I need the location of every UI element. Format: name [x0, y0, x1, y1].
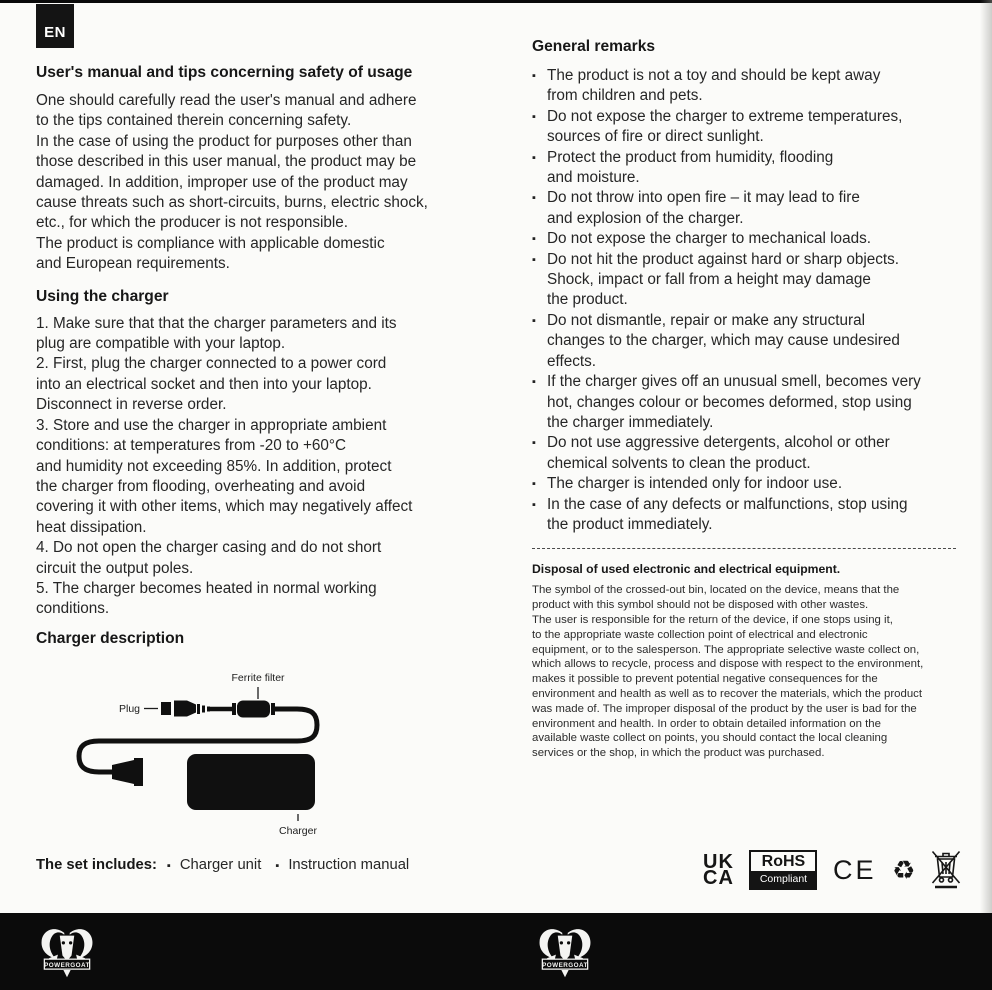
general-remark-text: In the case of any defects or malfunctions, stop using the product immediately.: [547, 495, 908, 533]
general-remark-item: [532, 250, 962, 311]
general-remark-text: Do not dismantle, repair or make any structural changes to the charger, which may cause undesired effects.: [547, 311, 900, 370]
ce-mark: CE: [833, 854, 877, 885]
charger-label: Charger: [279, 824, 317, 837]
general-remark-item: [532, 107, 962, 148]
set-includes-label: The set includes:: [36, 857, 157, 873]
bullet-icon: ▪: [532, 151, 536, 164]
right-column: [532, 38, 962, 761]
charger-diagram: [50, 656, 470, 851]
powergoat-wordmark: POWERGOAT: [44, 961, 90, 969]
bullet-icon: ▪: [532, 253, 536, 266]
bullet-icon: ▪: [532, 110, 536, 123]
ukca-bottom-text: CA: [703, 867, 734, 889]
dc-connector-icon: [112, 758, 143, 786]
charger-brick-icon: [187, 754, 315, 810]
language-badge: EN: [36, 4, 74, 48]
set-includes-items: [167, 857, 409, 873]
set-includes-item-label: Instruction manual: [288, 857, 410, 873]
left-column: [36, 64, 500, 851]
ukca-mark: [703, 851, 734, 889]
general-remark-text: Do not hit the product against hard or sharp objects. Shock, impact or fall from a height may damage the product.: [547, 250, 900, 309]
general-remark-text: Do not expose the charger to mechanical loads.: [547, 230, 871, 248]
plug-icon: [161, 700, 210, 716]
bullet-icon: ▪: [275, 860, 280, 872]
disposal-paragraph: The symbol of the crossed-out bin, located on the device, means that the product with this symbol should not be disposed with other wastes. The user is responsible for the return of the device, if one stops using it, to the appropriate waste collection point of electrical and electronic equipment, or to the salesperson. The appropriate selective waste collect on, which allows to recycle, process and dispose with respect to the environment, makes it possible to prevent potential negative consequences for the environment and health as well as to recover the materials, which the product was made of. The improper disposal of the product by the user is bad for the environment and health. In order to obtain detailed information on the available waste collect on points, you should contact the local cleaning services or the shop, in which the product was purchased.: [532, 584, 924, 760]
general-remark-text: Protect the product from humidity, flooding and moisture.: [547, 148, 834, 187]
bullet-icon: ▪: [166, 860, 171, 872]
intro-paragraph: One should carefully read the user's manual and adhere to the tips contained therein concerning safety. In the case of using the product for purposes other than those described in this user manual, the product may be damaged. In addition, improper use of the product may cause threats such as short-circuits, burns, electric shock, etc., for which the producer is not responsible. The product is compliance with applicable domestic and European requirements.: [36, 92, 428, 273]
general-remark-item: [532, 474, 962, 494]
set-includes-row: [36, 857, 409, 873]
general-remark-item: [532, 433, 962, 474]
general-remark-text: Do not throw into open fire – it may lead to fire and explosion of the charger.: [547, 189, 860, 227]
bullet-icon: ▪: [532, 478, 536, 491]
using-charger-heading: Using the charger: [36, 287, 169, 305]
manual-heading: User's manual and tips concerning safety of usage: [36, 64, 413, 81]
bullet-icon: ▪: [532, 70, 536, 82]
bullet-icon: ▪: [532, 233, 536, 246]
rohs-subtitle: Compliant: [751, 871, 815, 888]
bullet-icon: ▪: [532, 498, 536, 511]
dashed-divider: [532, 548, 956, 549]
disposal-heading: Disposal of used electronic and electrical equipment.: [532, 562, 841, 577]
general-remarks-list: [532, 66, 962, 535]
general-remark-item: [532, 188, 962, 229]
charger-description-heading: Charger description: [36, 629, 185, 647]
rohs-title: RoHS: [751, 852, 815, 871]
general-remark-text: Do not expose the charger to extreme temperatures, sources of fire or direct sunlight.: [547, 107, 903, 146]
general-remark-text: If the charger gives off an unusual smell, becomes very hot, changes colour or becomes deformed, stop using the charger immediately.: [547, 373, 921, 431]
scan-edge-shadow: [980, 0, 992, 913]
rohs-mark: [749, 850, 817, 890]
general-remarks-heading: General remarks: [532, 38, 656, 55]
bullet-icon: ▪: [532, 314, 536, 327]
general-remark-item: [532, 372, 962, 433]
powergoat-logo: [38, 921, 96, 981]
weee-crossed-bin-icon: [931, 850, 961, 890]
bullet-icon: ▪: [532, 192, 536, 205]
general-remark-item: [532, 148, 962, 189]
general-remark-text: The product is not a toy and should be kept away from children and pets.: [547, 67, 881, 105]
set-includes-item: [167, 857, 261, 873]
bottom-bar: [0, 913, 992, 990]
recycle-icon: ♻: [892, 855, 916, 885]
ferrite-filter-label: Ferrite filter: [231, 671, 285, 684]
general-remark-text: Do not use aggressive detergents, alcohol or other chemical solvents to clean the product.: [547, 434, 890, 472]
bullet-icon: ▪: [532, 376, 536, 389]
powergoat-logo: [536, 921, 594, 981]
certification-marks: [703, 846, 961, 894]
set-includes-item: [275, 857, 409, 873]
top-border: [0, 0, 992, 3]
ferrite-filter-icon: [232, 700, 275, 717]
using-charger-steps: 1. Make sure that that the charger parameters and its plug are compatible with your laptop. 2. First, plug the charger connected to a power cord into an electrical socket and then into your laptop. Disconnect in reverse order. 3. Store and use the charger in appropriate ambient conditions: at temperatures from -20 to +60°C and humidity not exceeding 85%. In addition, protect the charger from flooding, overheating and avoid covering it with other items, which may negatively affect heat dissipation. 4. Do not open the charger casing and do not short circuit the output poles. 5. The charger becomes heated in normal working conditions.: [36, 314, 413, 618]
plug-label: Plug: [118, 702, 140, 715]
general-remark-item: [532, 229, 962, 249]
general-remark-item: [532, 311, 962, 372]
general-remark-item: [532, 495, 962, 536]
general-remark-text: The charger is intended only for indoor use.: [547, 475, 843, 493]
bullet-icon: ▪: [532, 437, 536, 450]
powergoat-wordmark: POWERGOAT: [542, 961, 588, 969]
ukca-top-text: UK: [703, 851, 734, 873]
set-includes-item-label: Charger unit: [179, 857, 262, 873]
general-remark-item: [532, 66, 962, 107]
